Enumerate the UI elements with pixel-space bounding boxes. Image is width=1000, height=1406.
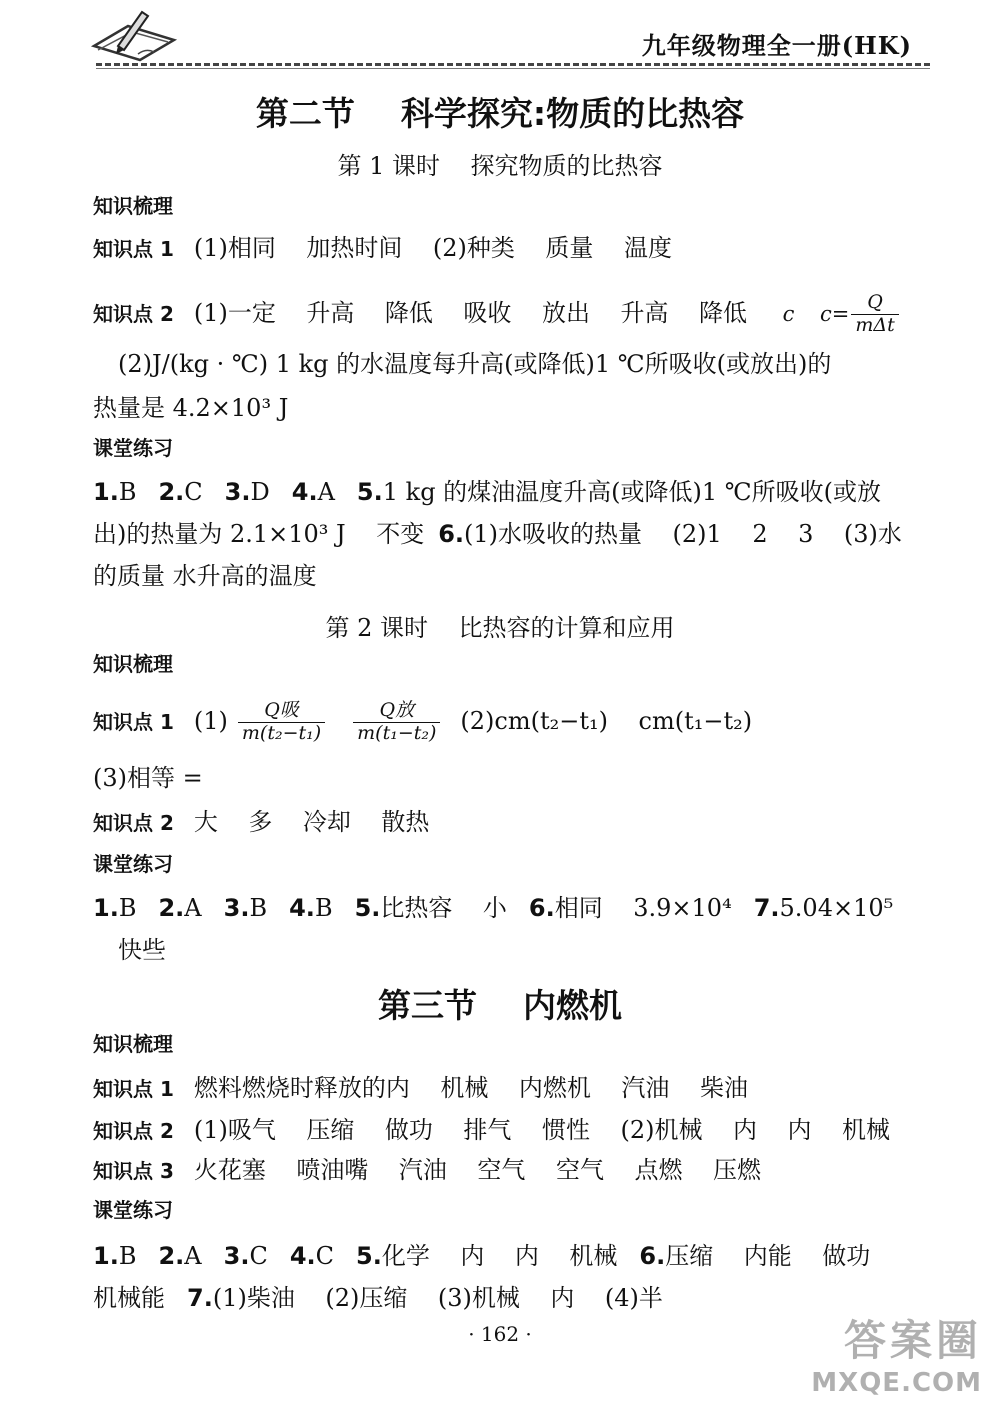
book-title: 九年级物理全一册(HK)	[641, 31, 912, 60]
answer: C	[315, 1242, 335, 1270]
answer: C	[184, 478, 203, 506]
section-title-specific-heat: 第二节 科学探究:物质的比热容	[255, 94, 745, 133]
question-number: 1.	[93, 894, 119, 922]
section3-practice-line2	[93, 1286, 663, 1310]
question-number: 7.	[187, 1284, 213, 1312]
answer: (1)水吸收的热量 (2)1 2 3 (3)水	[464, 520, 902, 548]
formula-denominator: mΔt	[855, 313, 895, 336]
answer: (1)柴油 (2)压缩 (3)机械 内 (4)半	[212, 1284, 663, 1312]
section3-kp3-row	[93, 1158, 761, 1182]
kp-label: 知识点 1	[93, 237, 174, 261]
question-number: 4.	[289, 1242, 316, 1270]
question-number: 3.	[224, 478, 251, 506]
answer: D	[250, 478, 270, 506]
question-number: 1.	[93, 1242, 119, 1270]
formula-numerator: Q放	[353, 700, 440, 723]
answer: 化学 内 内 机械	[381, 1242, 618, 1270]
question-number: 5.	[356, 478, 383, 506]
question-number: 2.	[158, 478, 185, 506]
answer: 压缩 内能 做功	[665, 1242, 871, 1270]
question-number: 4.	[289, 894, 315, 922]
kp-text: 大 多 冷却 散热	[193, 808, 430, 836]
answer: 比热容 小	[380, 894, 507, 922]
kp-label: 知识点 2	[93, 301, 174, 326]
answer: B	[249, 894, 268, 922]
section3-practice-line1	[93, 1244, 870, 1268]
practice-heading: 课堂练习	[93, 852, 173, 876]
knowledge-heading: 知识梳理	[93, 1032, 173, 1056]
knowledge-heading: 知识梳理	[93, 194, 173, 218]
answer: C	[249, 1242, 268, 1270]
lesson2-kp2-row	[93, 810, 429, 834]
kp-label: 知识点 2	[93, 811, 174, 835]
formula-numerator: Q吸	[238, 700, 325, 723]
answer: A	[317, 478, 335, 506]
practice-heading: 课堂练习	[93, 1198, 173, 1222]
kp-text: (1)一定 升高 降低 吸收 放出 升高 降低	[193, 298, 747, 327]
question-number: 4.	[291, 478, 318, 506]
kp-label: 知识点 2	[93, 1119, 174, 1143]
answer: A	[184, 1242, 202, 1270]
question-number: 5.	[356, 1242, 382, 1270]
kp-text: 火花塞 喷油嘴 汽油 空气 空气 点燃 压燃	[193, 1156, 761, 1184]
formula-numerator: Q	[851, 292, 898, 315]
answer: B	[118, 894, 137, 922]
specific-heat-symbol: c	[782, 301, 795, 326]
heat-absorbed-formula	[238, 700, 325, 745]
section3-kp1-row	[93, 1076, 748, 1100]
lesson-2-title: 第 2 课时 比热容的计算和应用	[325, 614, 675, 642]
question-number: 6.	[639, 1242, 666, 1270]
formula-lhs: c=	[820, 301, 850, 326]
practice-heading: 课堂练习	[93, 436, 173, 460]
specific-heat-formula	[851, 292, 898, 337]
answer: B	[118, 1242, 137, 1270]
lesson2-practice-line1	[93, 896, 893, 920]
answer: 相同 3.9×10⁴	[554, 894, 732, 922]
heat-released-formula	[353, 700, 440, 745]
header-divider	[96, 63, 930, 66]
question-number: 6.	[438, 520, 465, 548]
page-number: · 162 ·	[468, 1322, 532, 1346]
answer: A	[184, 894, 202, 922]
knowledge-heading: 知识梳理	[93, 652, 173, 676]
kp-text: 燃料燃烧时释放的内 机械 内燃机 汽油 柴油	[193, 1074, 748, 1102]
question-number: 3.	[223, 1242, 250, 1270]
kp-prefix: (1)	[193, 706, 228, 735]
answer: 1 kg 的煤油温度升高(或降低)1 ℃所吸收(或放	[382, 478, 882, 506]
lesson2-practice-line2: 快些	[118, 936, 166, 964]
kp-text: (2)cm(t₂−t₁) cm(t₁−t₂)	[460, 706, 753, 735]
question-number: 2.	[158, 894, 185, 922]
answer: B	[314, 894, 333, 922]
question-number: 5.	[354, 894, 381, 922]
answer: 出)的热量为 2.1×10³ J 不变	[93, 520, 425, 548]
question-number: 3.	[223, 894, 250, 922]
answer: B	[118, 478, 137, 506]
watermark-en: MXQE.COM	[811, 1368, 982, 1398]
lesson1-kp1-row	[93, 236, 672, 260]
lesson1-kp2-row	[93, 292, 909, 337]
formula-denominator: m(t₂−t₁)	[241, 721, 322, 744]
lesson1-kp2-line2: (2)J/(kg · ℃) 1 kg 的水温度每升高(或降低)1 ℃所吸收(或放出)的	[118, 350, 832, 378]
header-divider-thin	[96, 68, 930, 69]
question-number: 2.	[158, 1242, 185, 1270]
section-title-internal-combustion-engine: 第三节 内燃机	[378, 986, 622, 1025]
formula-denominator: m(t₁−t₂)	[357, 721, 437, 744]
question-number: 1.	[93, 478, 119, 506]
site-watermark	[811, 1308, 982, 1398]
kp-label: 知识点 1	[93, 709, 174, 734]
lesson1-practice-line2	[93, 522, 902, 546]
lesson2-kp1-row	[93, 700, 752, 745]
section3-kp2-row	[93, 1118, 890, 1142]
kp-text: (1)吸气 压缩 做功 排气 惯性 (2)机械 内 内 机械	[193, 1116, 891, 1144]
lesson-1-title: 第 1 课时 探究物质的比热容	[337, 152, 663, 180]
watermark-cn: 答案圈	[843, 1316, 982, 1365]
lesson1-practice-line1	[93, 480, 881, 504]
kp-label: 知识点 1	[93, 1077, 174, 1101]
answer: 机械能	[93, 1284, 165, 1312]
answer: 5.04×10⁵	[779, 894, 894, 922]
question-number: 6.	[528, 894, 555, 922]
question-number: 7.	[753, 894, 780, 922]
lesson2-kp1-line2: (3)相等 =	[93, 764, 203, 792]
kp-label: 知识点 3	[93, 1159, 174, 1183]
kp-text: (1)相同 加热时间 (2)种类 质量 温度	[193, 234, 672, 262]
lesson1-kp2-line3: 热量是 4.2×10³ J	[93, 394, 289, 422]
pencil-book-icon	[88, 6, 180, 64]
lesson1-practice-line3: 的质量 水升高的温度	[93, 562, 317, 590]
